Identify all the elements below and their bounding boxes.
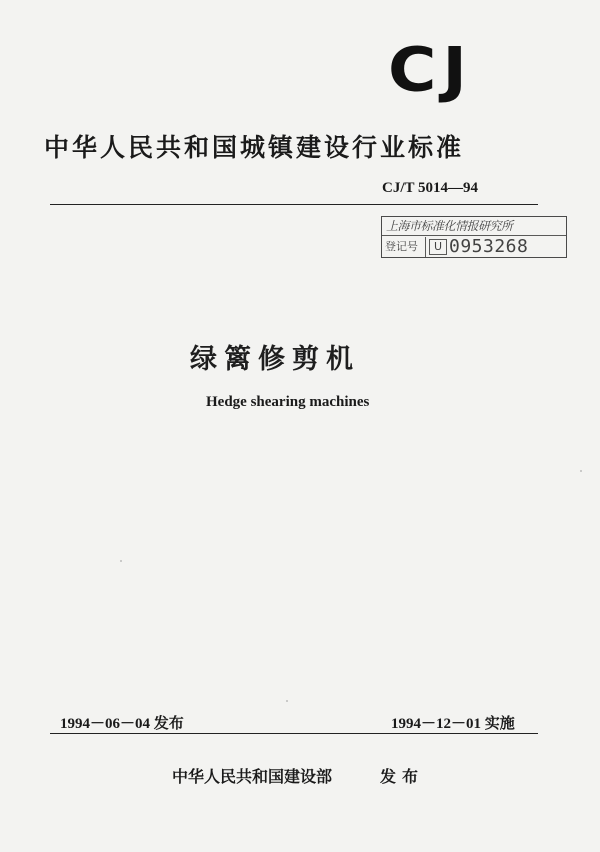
- document-title-english: Hedge shearing machines: [206, 394, 370, 410]
- stamp-box-char: U: [429, 239, 447, 255]
- cj-logo: CJ: [388, 34, 473, 106]
- stamp-institute: 上海市标准化情报研究所: [382, 217, 566, 236]
- stamp-registration-row: [382, 237, 566, 257]
- scan-speck: [580, 470, 582, 472]
- registration-stamp: [381, 216, 567, 258]
- document-title-chinese: 绿篱修剪机: [190, 344, 360, 375]
- stamp-number: 0953268: [449, 236, 529, 257]
- standard-category-title: 中华人民共和国城镇建设行业标准: [44, 133, 465, 162]
- issue-date: 1994－06－04 发布: [60, 716, 184, 732]
- publish-label: 发布: [380, 767, 425, 786]
- top-divider: [50, 204, 538, 205]
- publisher: 中华人民共和国建设部: [172, 767, 333, 786]
- effective-date: 1994－12－01 实施: [391, 716, 515, 732]
- scan-speck: [286, 700, 288, 702]
- scan-speck: [120, 560, 122, 562]
- bottom-divider: [50, 733, 538, 734]
- standard-code: CJ/T 5014—94: [382, 180, 478, 196]
- stamp-label: 登记号: [382, 237, 426, 257]
